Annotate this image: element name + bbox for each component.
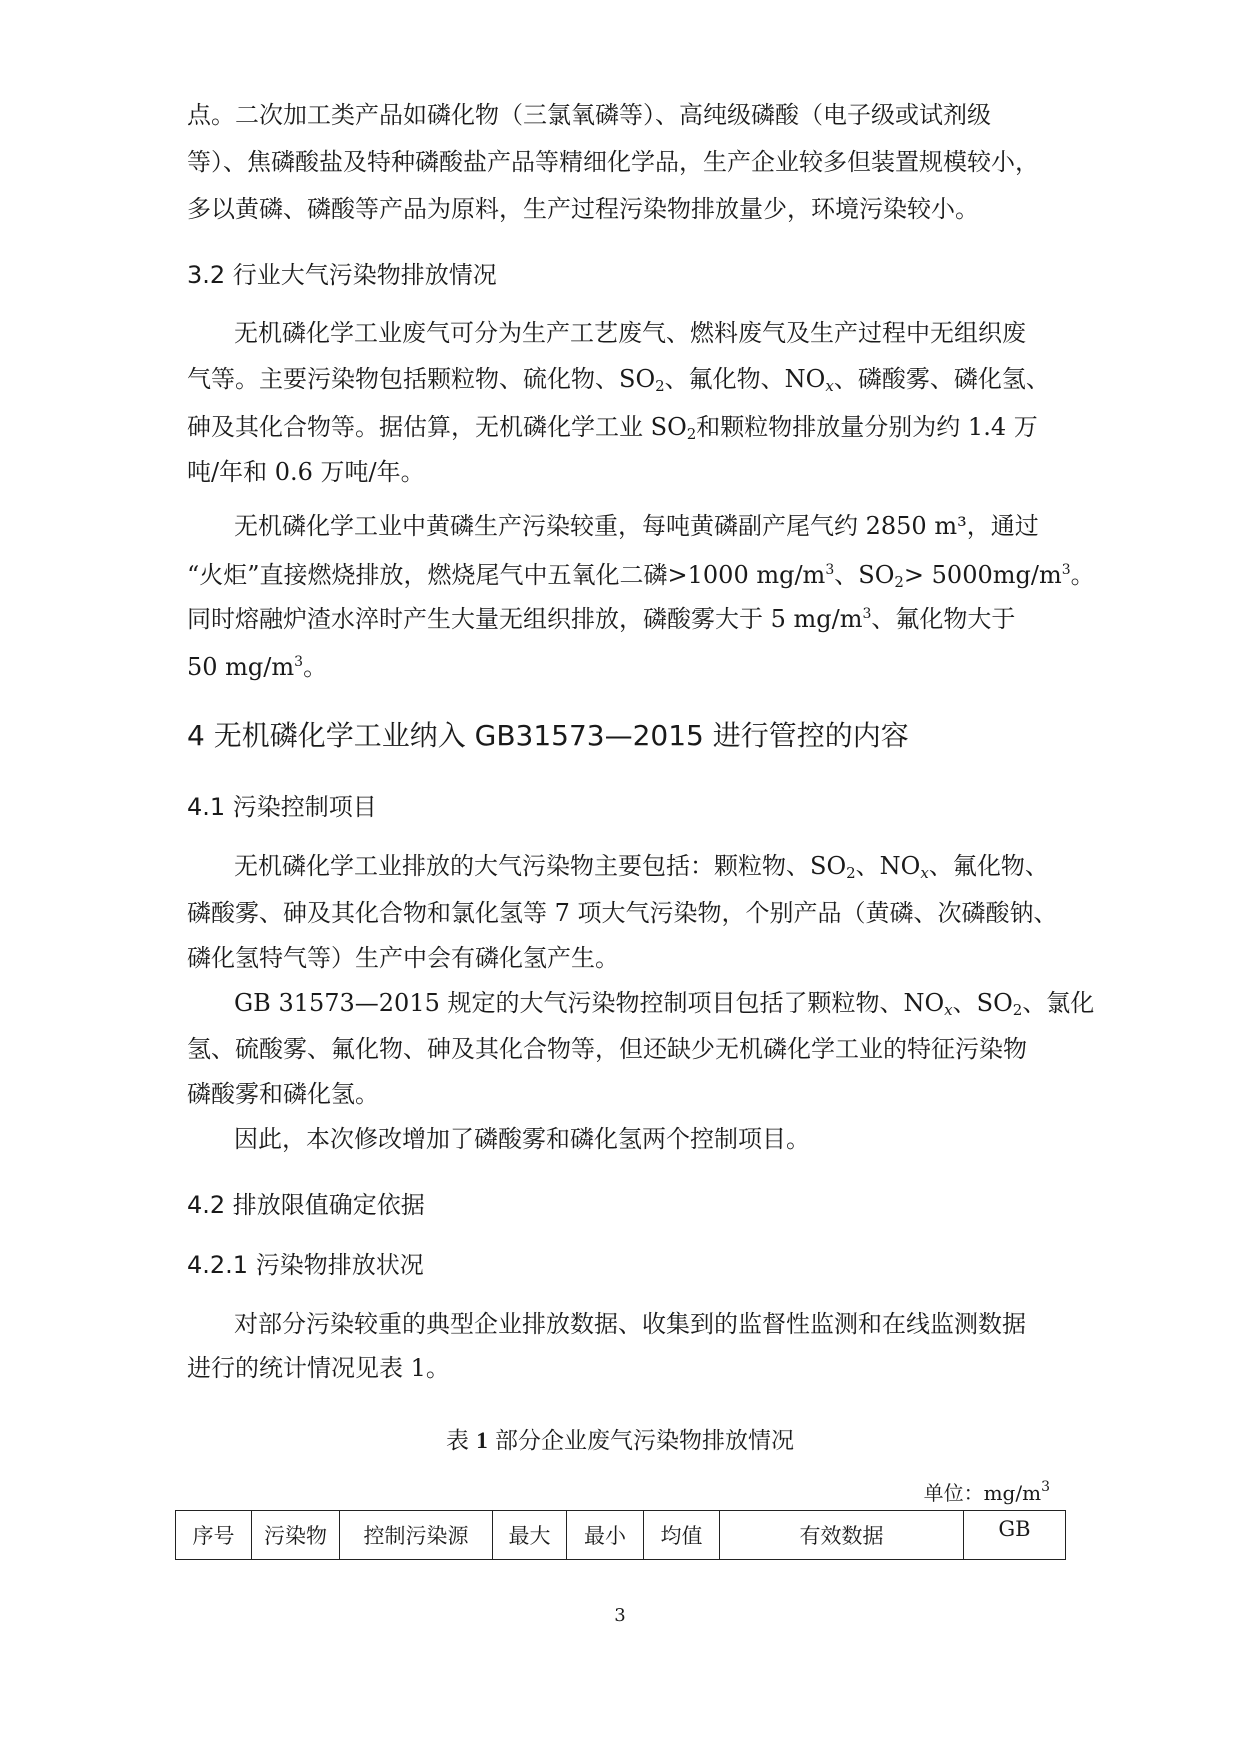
- s41-p2-line-1: GB 31573—2015 规定的大气污染物控制项目包括了颗粒物、$NO_x$、$SO_2$、氯化: [234, 989, 1095, 1019]
- section-4-2-heading: 4.2 排放限值确定依据: [187, 1191, 425, 1219]
- s32-p1-line-4: 吨/年和 0.6 万吨/年。: [187, 458, 425, 486]
- s32-p1-line-3: 砷及其化合物等。据估算，无机磷化学工业 $SO_2$和颗粒物排放量分别为约 1.4 万: [187, 413, 1038, 443]
- table-header-cell: 最大: [493, 1511, 567, 1560]
- table-header-cell: 污染物: [252, 1511, 340, 1560]
- s41-p2-line-3: 磷酸雾和磷化氢。: [187, 1080, 379, 1108]
- s41-p3: 因此，本次修改增加了磷酸雾和磷化氢两个控制项目。: [234, 1125, 810, 1153]
- s32-p2-line-2: “火炬”直接燃烧排放，燃烧尾气中五氧化二磷>1000 $mg/m^3$、$SO_2> 5000mg/m^3$。: [187, 561, 1095, 591]
- section-4-2-1-heading: 4.2.1 污染物排放状况: [187, 1251, 424, 1279]
- s421-p1-line-2: 进行的统计情况见表 1。: [187, 1354, 450, 1382]
- table-header-cell: 均值: [644, 1511, 720, 1560]
- table-header-cell: 有效数据: [720, 1511, 964, 1560]
- table-header-row: [176, 1511, 1066, 1560]
- table-1-unit: 单位：$mg/m^3$: [923, 1479, 1050, 1505]
- s41-p2-line-2: 氢、硫酸雾、氟化物、砷及其化合物等，但还缺少无机磷化学工业的特征污染物: [187, 1035, 1027, 1063]
- s32-p2-line-4: 50 $mg/m^3$。: [187, 653, 328, 681]
- table-header-cell: 控制污染源: [340, 1511, 493, 1560]
- section-3-2-heading: 3.2 行业大气污染物排放情况: [187, 261, 497, 289]
- s41-p1-line-2: 磷酸雾、砷及其化合物和氯化氢等 7 项大气污染物，个别产品（黄磷、次磷酸钠、: [187, 899, 1058, 927]
- table-1-caption: 表 1 部分企业废气污染物排放情况: [445, 1428, 795, 1454]
- intro-line-3: 多以黄磷、磷酸等产品为原料，生产过程污染物排放量少，环境污染较小。: [187, 195, 979, 223]
- table-1: [175, 1510, 1066, 1560]
- s41-p1-line-3: 磷化氢特气等）生产中会有磷化氢产生。: [187, 944, 619, 972]
- intro-line-1: 点。二次加工类产品如磷化物（三氯氧磷等）、高纯级磷酸（电子级或试剂级: [187, 101, 991, 129]
- table-header-cell: 最小: [567, 1511, 644, 1560]
- table-header-cell: 序号: [176, 1511, 252, 1560]
- s32-p1-line-2: 气等。主要污染物包括颗粒物、硫化物、$SO_2$、氟化物、$NO_x$、磷酸雾、磷化氢、: [187, 365, 1050, 395]
- section-4-1-heading: 4.1 污染控制项目: [187, 793, 377, 821]
- s32-p1-line-1: 无机磷化学工业废气可分为生产工艺废气、燃料废气及生产过程中无组织废: [234, 319, 1026, 347]
- s32-p2-line-1: 无机磷化学工业中黄磷生产污染较重，每吨黄磷副产尾气约 2850 m³，通过: [234, 512, 1039, 540]
- s421-p1-line-1: 对部分污染较重的典型企业排放数据、收集到的监督性监测和在线监测数据: [234, 1310, 1026, 1338]
- page-number: 3: [614, 1605, 626, 1626]
- section-4-heading: 4 无机磷化学工业纳入 GB31573—2015 进行管控的内容: [187, 719, 909, 752]
- s32-p2-line-3: 同时熔融炉渣水淬时产生大量无组织排放，磷酸雾大于 5 $mg/m^3$、氟化物大于: [187, 605, 1016, 633]
- intro-line-2: 等）、焦磷酸盐及特种磷酸盐产品等精细化学品，生产企业较多但装置规模较小，: [187, 148, 1039, 176]
- s41-p1-line-1: 无机磷化学工业排放的大气污染物主要包括：颗粒物、$SO_2$、$NO_x$、氟化物、: [234, 852, 1049, 882]
- table-header-cell: GB: [964, 1511, 1066, 1560]
